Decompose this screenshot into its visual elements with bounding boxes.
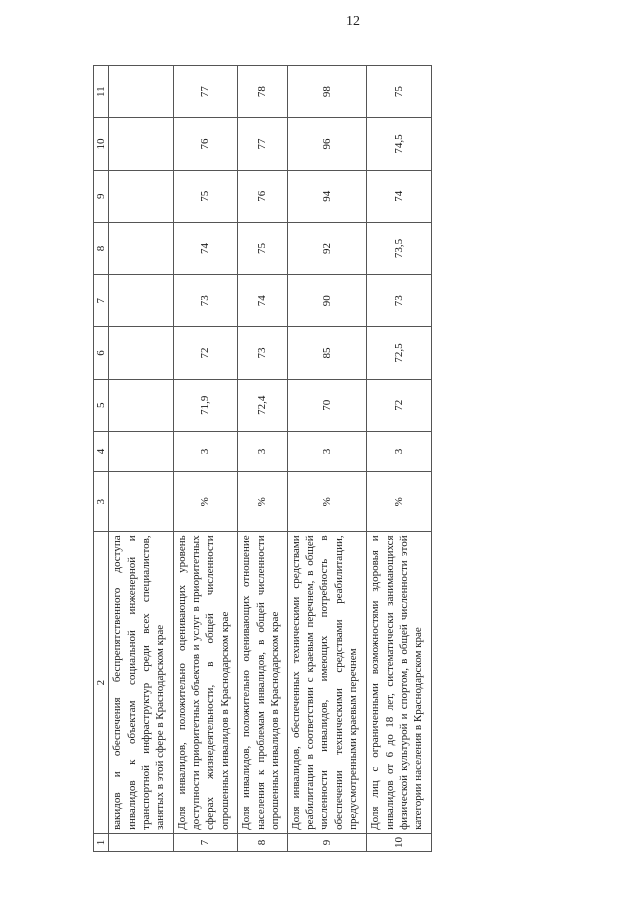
unit-cell (109, 472, 174, 532)
unit-cell: % (287, 472, 367, 532)
value-cell (109, 431, 174, 471)
value-cell: 72 (173, 327, 238, 379)
column-header: 3 (94, 472, 109, 532)
value-cell: 75 (367, 66, 432, 118)
indicator-table-rotated (93, 65, 432, 852)
column-header: 1 (94, 833, 109, 851)
column-header: 6 (94, 327, 109, 379)
value-cell: 74,5 (367, 118, 432, 170)
value-cell: 73 (367, 275, 432, 327)
value-cell (109, 66, 174, 118)
header-row (94, 66, 109, 852)
value-cell (109, 379, 174, 431)
value-cell: 3 (287, 431, 367, 471)
column-header: 11 (94, 66, 109, 118)
value-cell: 75 (173, 170, 238, 222)
column-header: 4 (94, 431, 109, 471)
value-cell: 92 (287, 222, 367, 274)
row-number: 7 (173, 833, 238, 851)
indicator-description: вакидов и обеспечения беспрепятственного доступа инвалидов к объектам социальной инженерной и транспортной инфраструктур среди всех специалистов, занятых в этой сфере в Краснодарском крае (109, 532, 174, 834)
row-number: 9 (287, 833, 367, 851)
page-number: 12 (346, 14, 360, 29)
value-cell: 77 (173, 66, 238, 118)
table-row (109, 66, 174, 852)
value-cell: 96 (287, 118, 367, 170)
table-row (173, 66, 238, 852)
column-header: 2 (94, 532, 109, 834)
row-number: 10 (367, 833, 432, 851)
value-cell: 72,4 (238, 379, 287, 431)
value-cell: 72 (367, 379, 432, 431)
value-cell: 3 (173, 431, 238, 471)
value-cell: 73 (173, 275, 238, 327)
value-cell: 75 (238, 222, 287, 274)
indicator-description: Доля лиц с ограниченными возможностями здоровья и инвалидов от 6 до 18 лет, систематически занимающихся физической культурой и спортом, в общей численности этой категории населения в Краснодарском крае (367, 532, 432, 834)
value-cell (109, 327, 174, 379)
value-cell: 76 (238, 170, 287, 222)
unit-cell: % (173, 472, 238, 532)
value-cell: 76 (173, 118, 238, 170)
value-cell: 74 (173, 222, 238, 274)
value-cell: 73 (238, 327, 287, 379)
table-row (287, 66, 367, 852)
value-cell: 71,9 (173, 379, 238, 431)
table-row (367, 66, 432, 852)
row-number: 8 (238, 833, 287, 851)
value-cell (109, 118, 174, 170)
indicator-description: Доля инвалидов, положительно оценивающих отношение населения к проблемам инвалидов, в общей численности опрошенных инвалидов в Краснодарском крае (238, 532, 287, 834)
value-cell: 74 (238, 275, 287, 327)
value-cell: 73,5 (367, 222, 432, 274)
value-cell: 77 (238, 118, 287, 170)
table-row (238, 66, 287, 852)
value-cell: 3 (367, 431, 432, 471)
row-number (109, 833, 174, 851)
value-cell (109, 222, 174, 274)
value-cell: 78 (238, 66, 287, 118)
value-cell: 94 (287, 170, 367, 222)
column-header: 8 (94, 222, 109, 274)
value-cell (109, 170, 174, 222)
column-header: 9 (94, 170, 109, 222)
value-cell: 72,5 (367, 327, 432, 379)
unit-cell: % (367, 472, 432, 532)
column-header: 5 (94, 379, 109, 431)
column-header: 7 (94, 275, 109, 327)
indicator-description: Доля инвалидов, положительно оценивающих уровень доступности приоритетных объектов и услуг в приоритетных сферах жизнедеятельности, в общей численности опрошенных инвалидов в Краснодарском крае (173, 532, 238, 834)
value-cell: 74 (367, 170, 432, 222)
value-cell (109, 275, 174, 327)
value-cell: 90 (287, 275, 367, 327)
column-header: 10 (94, 118, 109, 170)
value-cell: 98 (287, 66, 367, 118)
value-cell: 85 (287, 327, 367, 379)
value-cell: 70 (287, 379, 367, 431)
indicator-description: Доля инвалидов, обеспеченных техническими средствами реабилитации в соответствии с краевым перечнем, в общей численности инвалидов, имеющих потребность в обеспечении техническими средствами реабилитации, предусмотренными краевым перечнем (287, 532, 367, 834)
indicator-table (93, 65, 432, 852)
value-cell: 3 (238, 431, 287, 471)
unit-cell: % (238, 472, 287, 532)
